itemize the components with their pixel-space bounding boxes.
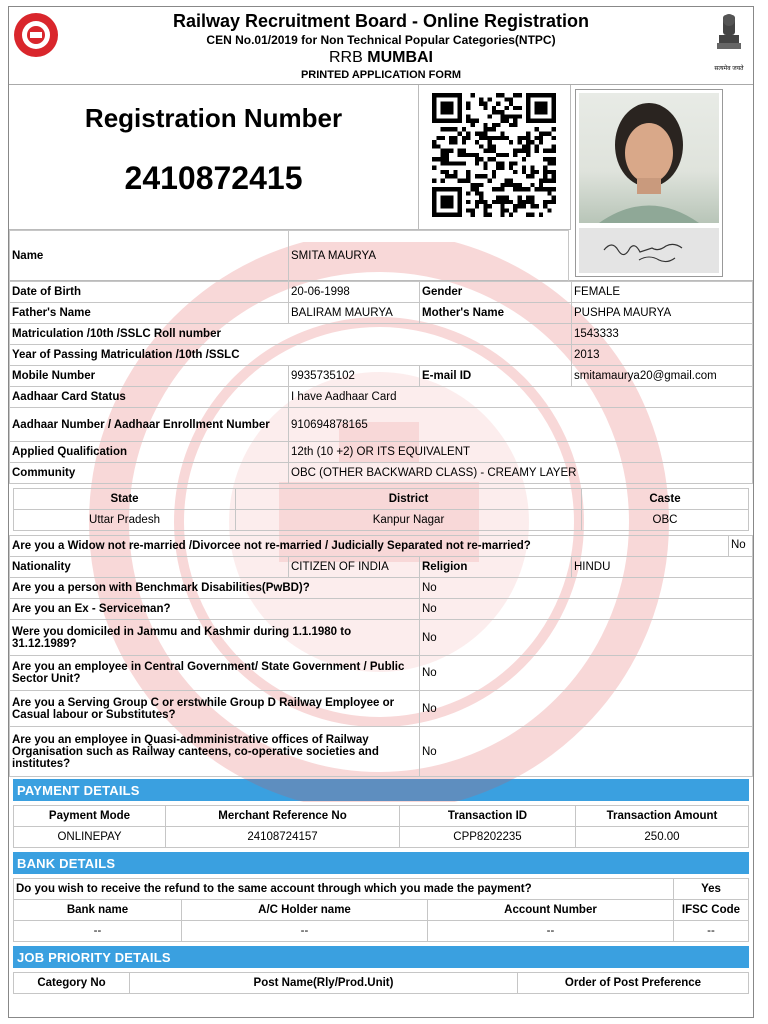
- pwbd-question: Are you a person with Benchmark Disabilities(PwBD)?: [10, 578, 420, 599]
- matric-roll-value: 1543333: [572, 324, 753, 345]
- bank-section-title: BANK DETAILS: [13, 852, 749, 874]
- transaction-id-value: CPP8202235: [400, 827, 576, 848]
- state-header: State: [14, 489, 236, 510]
- eligibility-table: [9, 535, 753, 777]
- bank-name-value: --: [14, 921, 182, 942]
- religion-label: Religion: [420, 557, 572, 578]
- religion-value: HINDU: [572, 557, 753, 578]
- account-number-header: Account Number: [428, 900, 674, 921]
- registration-block: [9, 85, 753, 281]
- aadhaar-status-value: I have Aadhaar Card: [289, 387, 753, 408]
- bank-name-header: Bank name: [14, 900, 182, 921]
- qr-code-icon: [429, 93, 559, 217]
- quasi-admin-answer: No: [420, 727, 753, 777]
- gender-value: FEMALE: [572, 282, 753, 303]
- email-value: smitamaurya20@gmail.com: [572, 366, 753, 387]
- transaction-id-header: Transaction ID: [400, 806, 576, 827]
- widow-row: [10, 536, 753, 557]
- refund-answer: Yes: [674, 879, 749, 900]
- registration-box: [9, 85, 419, 230]
- mobile-label: Mobile Number: [10, 366, 289, 387]
- location-table: [13, 488, 749, 531]
- state-value: Uttar Pradesh: [14, 510, 236, 531]
- mother-value: PUSHPA MAURYA: [572, 303, 753, 324]
- mobile-value: 9935735102: [289, 366, 420, 387]
- account-number-value: --: [428, 921, 674, 942]
- name-table: [9, 230, 569, 282]
- job-priority-table: [13, 972, 749, 994]
- bank-table: [13, 878, 749, 942]
- district-header: District: [236, 489, 582, 510]
- post-preference-header: Order of Post Preference: [518, 973, 749, 994]
- widow-question: Are you a Widow not re-married /Divorcee not re-married / Judicially Separated not re-married?: [12, 540, 531, 552]
- transaction-amount-value: 250.00: [576, 827, 749, 848]
- qr-code-box: [419, 85, 571, 230]
- district-value: Kanpur Nagar: [236, 510, 582, 531]
- ifsc-header: IFSC Code: [674, 900, 749, 921]
- post-name-header: Post Name(Rly/Prod.Unit): [130, 973, 518, 994]
- nationality-label: Nationality: [10, 557, 289, 578]
- widow-answer: No: [728, 536, 752, 556]
- govt-employee-answer: No: [420, 656, 753, 691]
- qualification-value: 12th (10 +2) OR ITS EQUIVALENT: [289, 442, 753, 463]
- merchant-ref-header: Merchant Reference No: [166, 806, 400, 827]
- dob-value: 20-06-1998: [289, 282, 420, 303]
- jk-domicile-question: Were you domiciled in Jammu and Kashmir during 1.1.1980 to 31.12.1989?: [10, 620, 420, 656]
- job-priority-section-title: JOB PRIORITY DETAILS: [13, 946, 749, 968]
- mother-label: Mother's Name: [420, 303, 572, 324]
- form-header: [9, 7, 753, 85]
- name-label: Name: [10, 231, 289, 282]
- header-cen: CEN No.01/2019 for Non Technical Popular Categories(NTPC): [206, 33, 556, 47]
- ifsc-value: --: [674, 921, 749, 942]
- candidate-photo-image: [579, 93, 719, 223]
- header-title: Railway Recruitment Board - Online Registration: [172, 11, 590, 31]
- nationality-value: CITIZEN OF INDIA: [289, 557, 420, 578]
- railway-logo-icon: [13, 12, 59, 58]
- transaction-amount-header: Transaction Amount: [576, 806, 749, 827]
- payment-mode-header: Payment Mode: [14, 806, 166, 827]
- national-emblem-icon: [709, 11, 749, 72]
- refund-question: Do you wish to receive the refund to the same account through which you made the payment?: [14, 879, 674, 900]
- community-value: OBC (OTHER BACKWARD CLASS) - CREAMY LAYER: [289, 463, 753, 484]
- candidate-photo: [575, 89, 723, 277]
- aadhaar-status-label: Aadhaar Card Status: [10, 387, 289, 408]
- registration-label: Registration Number: [84, 103, 343, 133]
- aadhaar-number-label: Aadhaar Number / Aadhaar Enrollment Number: [10, 408, 289, 442]
- pwbd-answer: No: [420, 578, 753, 599]
- qualification-label: Applied Qualification: [10, 442, 289, 463]
- category-no-header: Category No: [14, 973, 130, 994]
- community-label: Community: [10, 463, 289, 484]
- dob-label: Date of Birth: [10, 282, 289, 303]
- father-label: Father's Name: [10, 303, 289, 324]
- gender-label: Gender: [420, 282, 572, 303]
- matric-year-value: 2013: [572, 345, 753, 366]
- railway-employee-answer: No: [420, 691, 753, 727]
- merchant-ref-value: 24108724157: [166, 827, 400, 848]
- ex-serviceman-answer: No: [420, 599, 753, 620]
- father-value: BALIRAM MAURYA: [289, 303, 420, 324]
- payment-table: [13, 805, 749, 848]
- payment-section-title: PAYMENT DETAILS: [13, 779, 749, 801]
- matric-roll-label: Matriculation /10th /SSLC Roll number: [10, 324, 572, 345]
- quasi-admin-question: Are you an employee in Quasi-admministrative offices of Railway Organisation such as Railway canteens, co-operative societies and institutes?: [10, 727, 420, 777]
- payment-mode-value: ONLINEPAY: [14, 827, 166, 848]
- candidate-signature: [579, 228, 719, 273]
- email-label: E-mail ID: [420, 366, 572, 387]
- caste-value: OBC: [582, 510, 749, 531]
- name-value: SMITA MAURYA: [289, 231, 569, 282]
- matric-year-label: Year of Passing Matriculation /10th /SSLC: [10, 345, 572, 366]
- ex-serviceman-question: Are you an Ex - Serviceman?: [10, 599, 420, 620]
- aadhaar-number-value: 910694878165: [289, 408, 753, 442]
- header-rrb: RRB MUMBAI: [329, 49, 433, 66]
- ac-holder-value: --: [182, 921, 428, 942]
- personal-details-table: [9, 281, 753, 484]
- ac-holder-header: A/C Holder name: [182, 900, 428, 921]
- emblem-motto: सत्यमेव जयते: [714, 66, 744, 72]
- header-form-title: PRINTED APPLICATION FORM: [300, 69, 462, 81]
- application-form: [8, 6, 754, 1018]
- railway-employee-question: Are you a Serving Group C or erstwhile Group D Railway Employee or Casual labour or Substitutes?: [10, 691, 420, 727]
- govt-employee-question: Are you an employee in Central Government/ State Government / Public Sector Unit?: [10, 656, 420, 691]
- registration-number: 2410872415: [124, 160, 303, 196]
- jk-domicile-answer: No: [420, 620, 753, 656]
- caste-header: Caste: [582, 489, 749, 510]
